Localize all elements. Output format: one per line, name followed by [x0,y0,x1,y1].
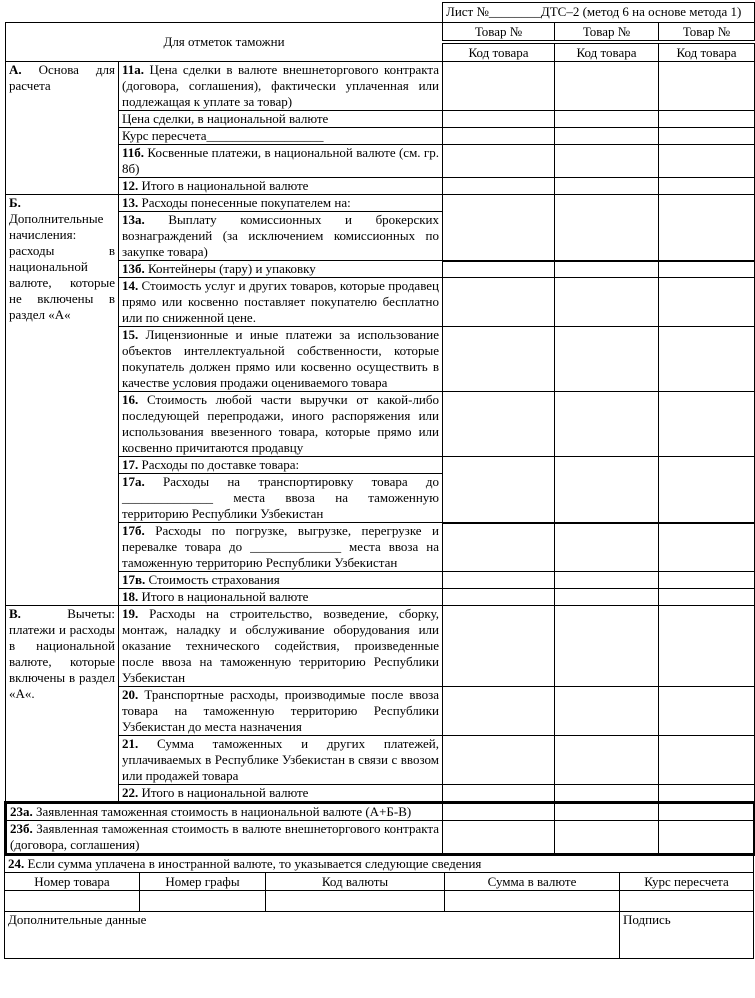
label-18: 18. Итого в национальной валюте [119,589,443,606]
value-cell [659,195,755,261]
row-17 [6,457,755,474]
value-cell [659,392,755,457]
value-cell [443,803,555,821]
value-cell [443,572,555,589]
currency-header-row [5,873,754,891]
col-header-product-number: Номер товара [5,873,140,891]
value-cell [659,589,755,606]
section-v-label: В. Вычеты: платежи и расходы в национальной валюте, которые включены в раздел «А«. [6,606,119,803]
value-cell [659,606,755,687]
value-cell [555,278,659,327]
value-cell [659,457,755,523]
label-12: 12. Итого в национальной валюте [119,178,443,195]
label-11b: 11б. Косвенные платежи, в национальной валюте (см. гр. 8б) [119,145,443,178]
additional-data-cell: Дополнительные данные [5,912,620,959]
value-cell [555,523,659,572]
value-cell [555,195,659,261]
product-code-header-2: Код товара [555,42,659,62]
value-cell [5,891,140,912]
foreign-currency-table [4,856,754,959]
value-cell [443,278,555,327]
label-13b: 13б. Контейнеры (тару) и упаковку [119,261,443,278]
value-cell [555,687,659,736]
label-17b: 17б. Расходы по погрузке, выгрузке, перегрузке и перевалке товара до ______________ места ввоза на таможенную территорию Республики Узбекистан [119,523,443,572]
label-23a: 23а. Заявленная таможенная стоимость в национальной валюте (А+Б-В) [6,803,443,821]
row-13b [6,261,755,278]
value-cell [659,62,755,111]
row-exchange-rate [6,128,755,145]
value-cell [555,327,659,392]
value-cell [555,572,659,589]
value-cell [659,261,755,278]
label-23b: 23б. Заявленная таможенная стоимость в валюте внешнеторгового контракта (договора, соглашения) [6,821,443,855]
label-17v: 17в. Стоимость страхования [119,572,443,589]
label-20: 20. Транспортные расходы, производимые после ввоза товара на таможенную территорию Республики Узбекистан до места назначения [119,687,443,736]
additional-data-row [5,912,754,959]
value-cell [555,128,659,145]
value-cell [659,572,755,589]
label-13: 13. Расходы понесенные покупателем на: [119,195,443,212]
label-24: 24. Если сумма уплачена в иностранной валюте, то указывается следующие сведения [5,856,754,873]
value-cell [659,803,755,821]
row-24 [5,856,754,873]
value-cell [555,457,659,523]
product-code-header-1: Код товара [443,42,555,62]
value-cell [443,785,555,803]
row-11b [6,145,755,178]
value-cell [659,145,755,178]
row-11a [6,62,755,111]
value-cell [443,145,555,178]
value-cell [443,589,555,606]
row-17v [6,572,755,589]
label-17: 17. Расходы по доставке товара: [119,457,443,474]
product-code-header-3: Код товара [659,42,755,62]
value-cell [659,111,755,128]
product-no-header-3: Товар № [659,23,755,43]
row-16 [6,392,755,457]
value-cell [443,111,555,128]
row-14 [6,278,755,327]
row-23a [6,803,755,821]
value-cell [445,891,620,912]
value-cell [555,785,659,803]
value-cell [443,687,555,736]
value-cell [555,803,659,821]
col-header-exchange-rate: Курс пересчета [620,873,754,891]
value-cell [443,178,555,195]
value-cell [659,687,755,736]
label-14: 14. Стоимость услуг и других товаров, которые продавец прямо или косвенно поставляет покупателю бесплатно или по сниженной цене. [119,278,443,327]
value-cell [443,821,555,855]
label-15: 15. Лицензионные и иные платежи за использование объектов интеллектуальной собственности, которые покупатель должен прямо или косвенно осуществить в качестве условия продажи оцениваемого товара [119,327,443,392]
value-cell [443,128,555,145]
value-cell [659,785,755,803]
value-cell [555,62,659,111]
value-cell [443,392,555,457]
label-16: 16. Стоимость любой части выручки от какой-либо последующей перепродажи, иного распоряжения или использования ввезенного товара, которые прямо или косвенно причитаются продавцу [119,392,443,457]
value-cell [659,736,755,785]
row-23b [6,821,755,855]
row-17b [6,523,755,572]
product-no-header-2: Товар № [555,23,659,43]
value-cell [443,195,555,261]
row-19 [6,606,755,687]
value-cell [266,891,445,912]
row-22 [6,785,755,803]
row-12 [6,178,755,195]
goods-header-row [6,23,755,43]
section-b-label: Б. Дополнительные начисления: расходы в национальной валюте, которые не включены в раздел «А« [6,195,119,606]
customs-marks-cell: Для отметок таможни [6,23,443,62]
row-15 [6,327,755,392]
product-no-header-1: Товар № [443,23,555,43]
value-cell [555,736,659,785]
label-21: 21. Сумма таможенных и других платежей, уплачиваемых в Республике Узбекистан в связи с ввозом или продажей товара [119,736,443,785]
label-13a: 13а. Выплату комиссионных и брокерских вознаграждений (за исключением комиссионных по закупке товара) [119,212,443,261]
label-exchange-rate: Курс пересчета__________________ [119,128,443,145]
row-price-national [6,111,755,128]
label-22: 22. Итого в национальной валюте [119,785,443,803]
value-cell [659,821,755,855]
value-cell [620,891,754,912]
section-a-label: А. Основа для расчета [6,62,119,195]
row-20 [6,687,755,736]
label-17a: 17а. Расходы на транспортировку товара до ______________ места ввоза на таможенную территорию Республики Узбекистан [119,474,443,523]
value-cell [659,327,755,392]
value-cell [555,821,659,855]
col-header-amount-in-currency: Сумма в валюте [445,873,620,891]
value-cell [443,606,555,687]
value-cell [555,145,659,178]
sheet-number-box: Лист №________ДТС–2 (метод 6 на основе метода 1) [443,3,755,23]
label-11a: 11а. Цена сделки в валюте внешнеторгового контракта (договора, соглашения), фактически уплаченная или подлежащая к уплате за товар) [119,62,443,111]
value-cell [555,178,659,195]
value-cell [659,178,755,195]
value-cell [443,261,555,278]
col-header-box-number: Номер графы [140,873,266,891]
value-cell [555,111,659,128]
label-19: 19. Расходы на строительство, возведение, сборку, монтаж, наладку и обслуживание оборудования или оказание технического содействия, произведенные после ввоза на таможенную территорию Республики Узбекистан [119,606,443,687]
value-cell [443,327,555,392]
value-cell [555,589,659,606]
blank-area [6,3,443,23]
value-cell [443,62,555,111]
currency-empty-row [5,891,754,912]
sheet-header-row [6,3,755,23]
value-cell [443,736,555,785]
customs-value-table [4,2,755,856]
value-cell [555,606,659,687]
value-cell [443,457,555,523]
row-21 [6,736,755,785]
value-cell [659,278,755,327]
value-cell [140,891,266,912]
value-cell [555,261,659,278]
value-cell [659,128,755,145]
value-cell [443,523,555,572]
row-18 [6,589,755,606]
value-cell [555,392,659,457]
label-price-national: Цена сделки, в национальной валюте [119,111,443,128]
col-header-currency-code: Код валюты [266,873,445,891]
signature-cell: Подпись [620,912,754,959]
row-13 [6,195,755,212]
value-cell [659,523,755,572]
